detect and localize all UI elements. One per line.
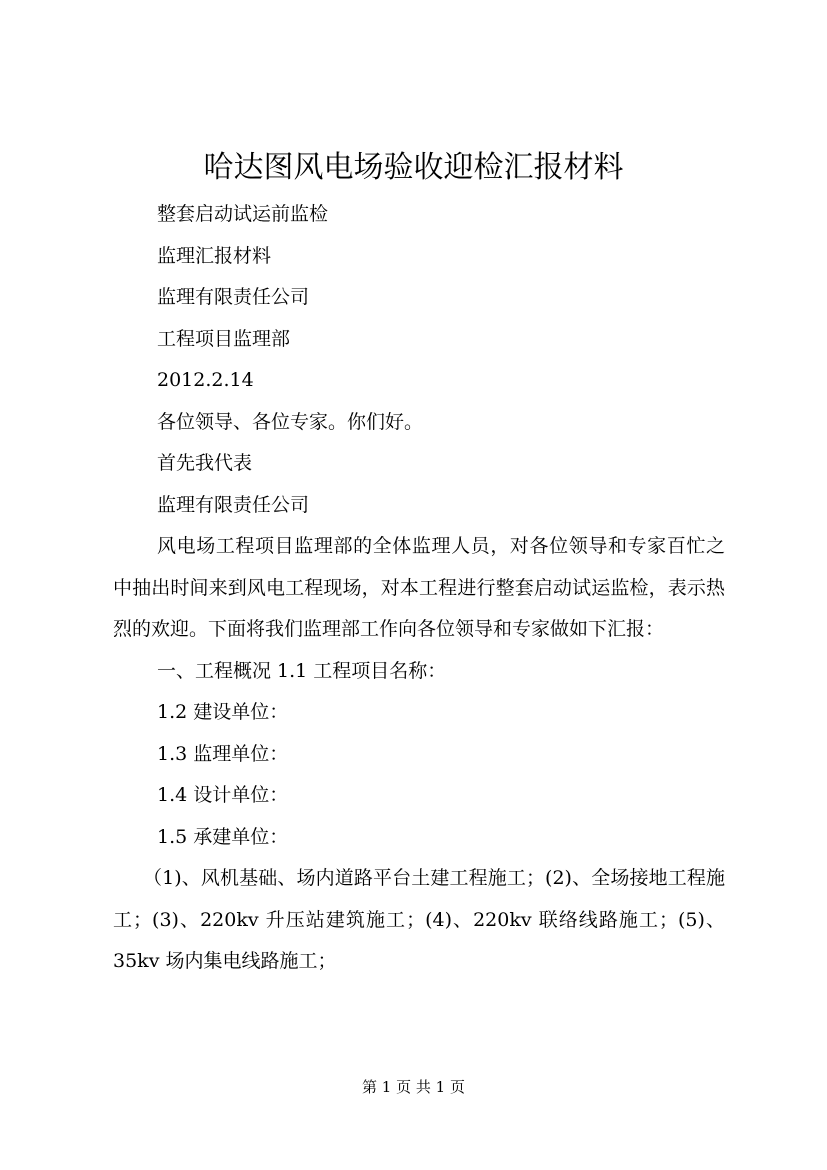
document-body	[113, 194, 725, 983]
intro-paragraph: 风电场工程项目监理部的全体监理人员，对各位领导和专家百忙之中抽出时间来到风电工程现场，对本工程进行整套启动试运监检，表示热烈的欢迎。下面将我们监理部工作向各位领导和专家做如下汇报：	[113, 535, 725, 640]
section-item: 1.2 建设单位：	[157, 701, 289, 723]
text-line: 监理有限责任公司	[157, 286, 310, 308]
text-line: 整套启动试运前监检	[157, 203, 329, 225]
section-item: 1.5 承建单位：	[157, 825, 289, 848]
text-line: 监理汇报材料	[157, 244, 272, 267]
date-line: 2012.2.14	[157, 369, 254, 391]
text-line: 监理有限责任公司	[157, 493, 310, 516]
document-title: 哈达图风电场验收迎检汇报材料	[203, 150, 624, 185]
contractor-paragraph: （1)、风机基础、场内道路平台土建工程施工；(2)、全场接地工程施工；(3)、220kv 升压站建筑施工；(4)、220kv 联络线路施工；(5)、35kv 场内集电线路施工；	[113, 867, 725, 972]
section-item: 1.3 监理单位：	[157, 742, 289, 765]
page-footer: 第 1 页 共 1 页	[362, 1078, 465, 1096]
section-item: 1.4 设计单位：	[157, 784, 289, 806]
greeting-line: 各位领导、各位专家。你们好。	[157, 410, 424, 433]
text-line: 工程项目监理部	[157, 327, 291, 350]
section-heading: 一、工程概况 1.1 工程项目名称：	[157, 659, 447, 682]
text-line: 首先我代表	[157, 452, 253, 474]
